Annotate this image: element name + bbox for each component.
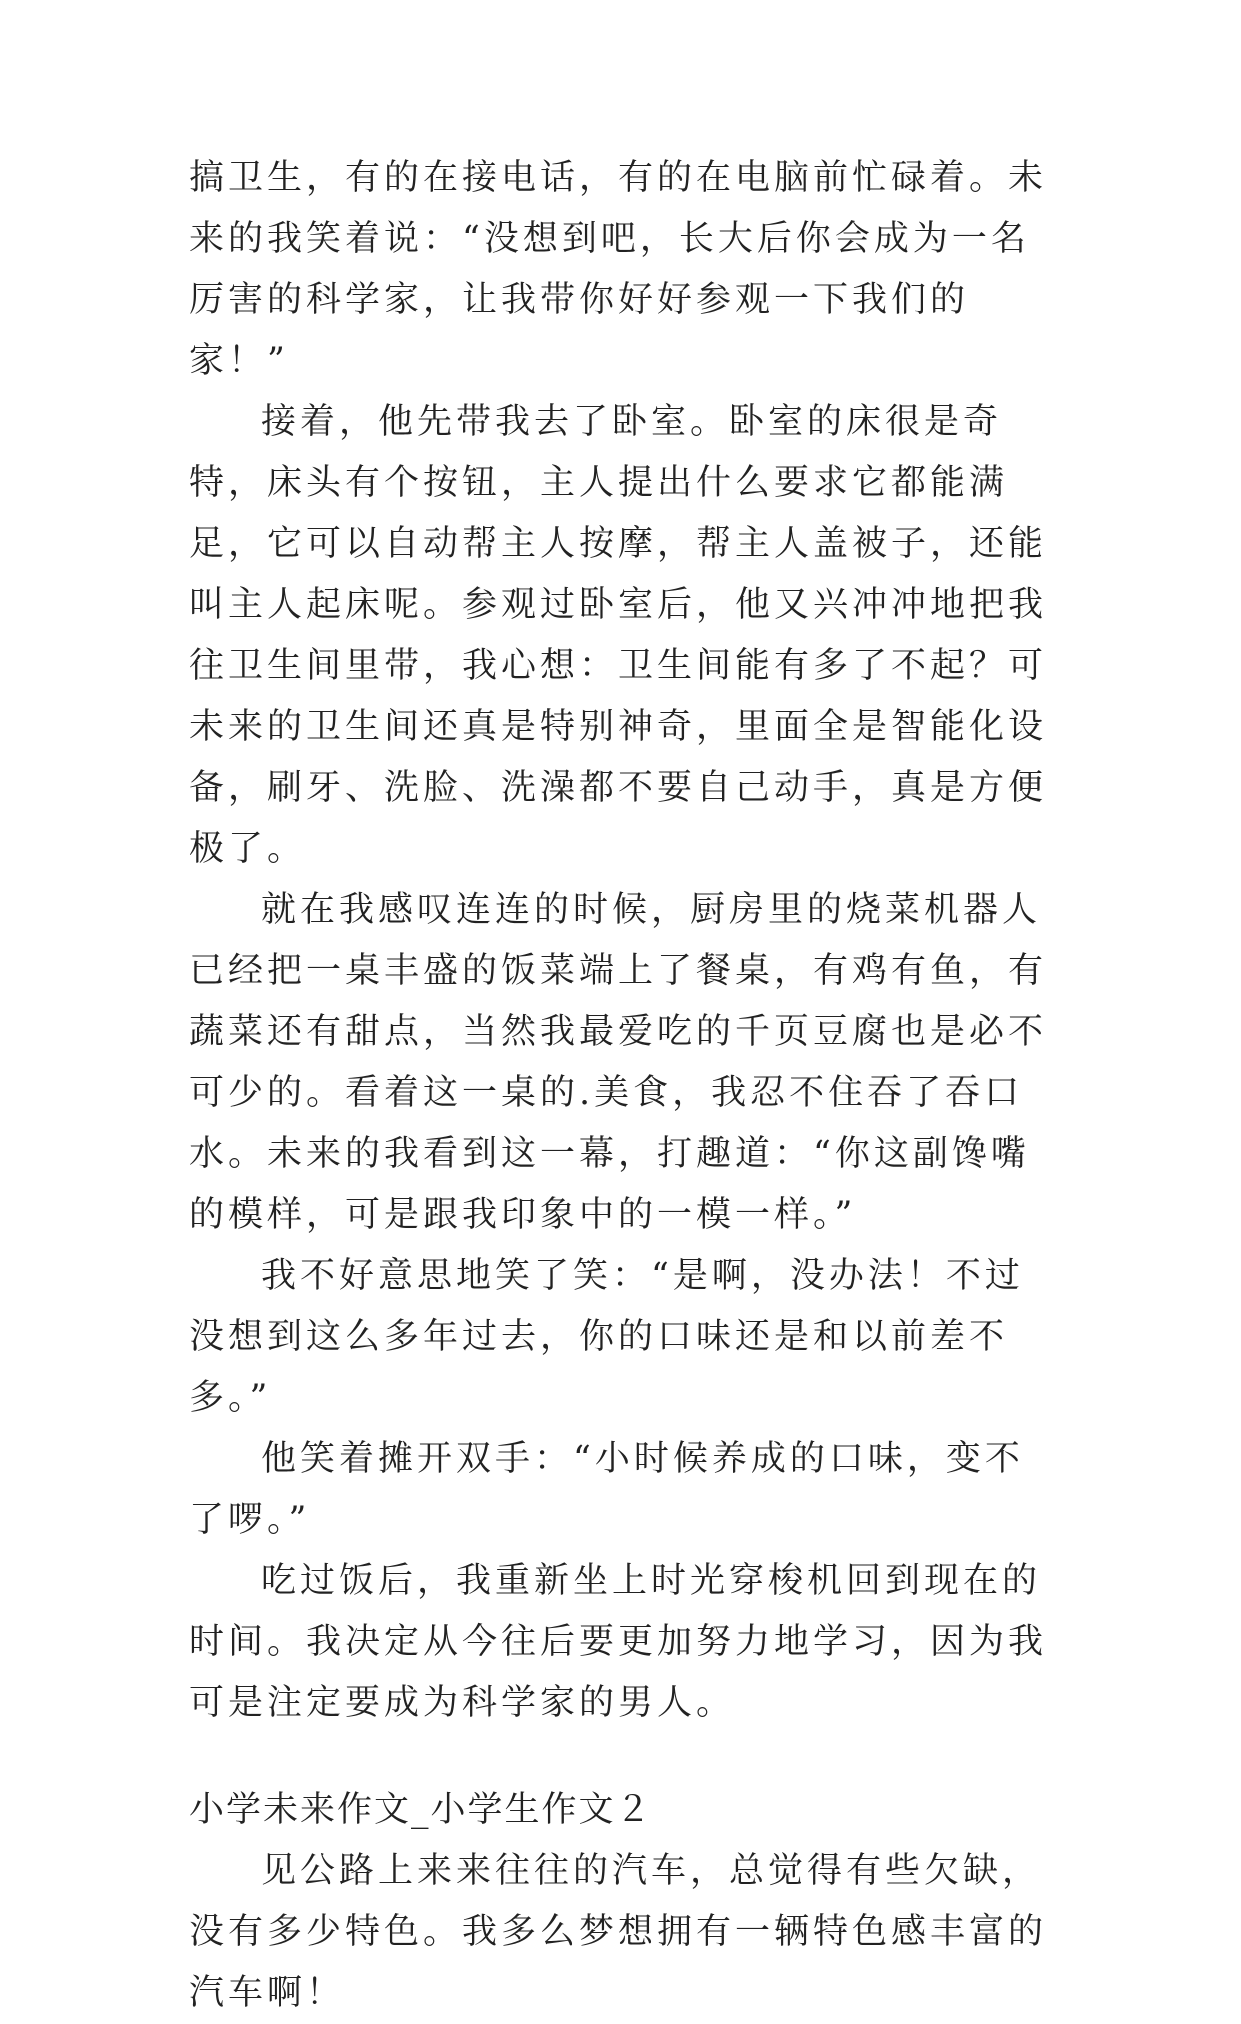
paragraph: 吃过饭后，我重新坐上时光穿梭机回到现在的时间。我决定从今往后要更加努力地学习，因为我可是注定要成为科学家的男人。	[189, 1561, 1048, 1723]
paragraph: 见公路上来来往往的汽车，总觉得有些欠缺，没有多少特色。我多么梦想拥有一辆特色感丰富的汽车啊！	[189, 1851, 1048, 2013]
paragraph: 他笑着摊开双手：“小时候养成的口味，变不了啰。”	[189, 1439, 1024, 1540]
paragraph: 就在我感叹连连的时候，厨房里的烧菜机器人已经把一桌丰盛的饭菜端上了餐桌，有鸡有鱼，有蔬菜还有甜点，当然我最爱吃的千页豆腐也是必不可少的。看着这一桌的.美食，我忍不住吞了吞口水。未来的我看到这一幕，打趣道：“你这副馋嘴的模样，可是跟我印象中的一模一样。”	[189, 890, 1048, 1235]
paragraph: 接着，他先带我去了卧室。卧室的床很是奇特，床头有个按钮，主人提出什么要求它都能满足，它可以自动帮主人按摩，帮主人盖被子，还能叫主人起床呢。参观过卧室后，他又兴冲冲地把我往卫生间里带，我心想：卫生间能有多了不起？可未来的卫生间还真是特别神奇，里面全是智能化设备，刷牙、洗脸、洗澡都不要自己动手，真是方便极了。	[189, 402, 1048, 869]
document-page	[189, 148, 1059, 2024]
section-title: 小学未来作文_小学生作文２	[189, 1790, 653, 1830]
paragraph: 搞卫生，有的在接电话，有的在电脑前忙碌着。未来的我笑着说：“没想到吧，长大后你会成为一名厉害的科学家，让我带你好好参观一下我们的家！”	[189, 158, 1048, 381]
paragraph: 我不好意思地笑了笑：“是啊，没办法！不过没想到这么多年过去，你的口味还是和以前差不多。”	[189, 1256, 1024, 1418]
